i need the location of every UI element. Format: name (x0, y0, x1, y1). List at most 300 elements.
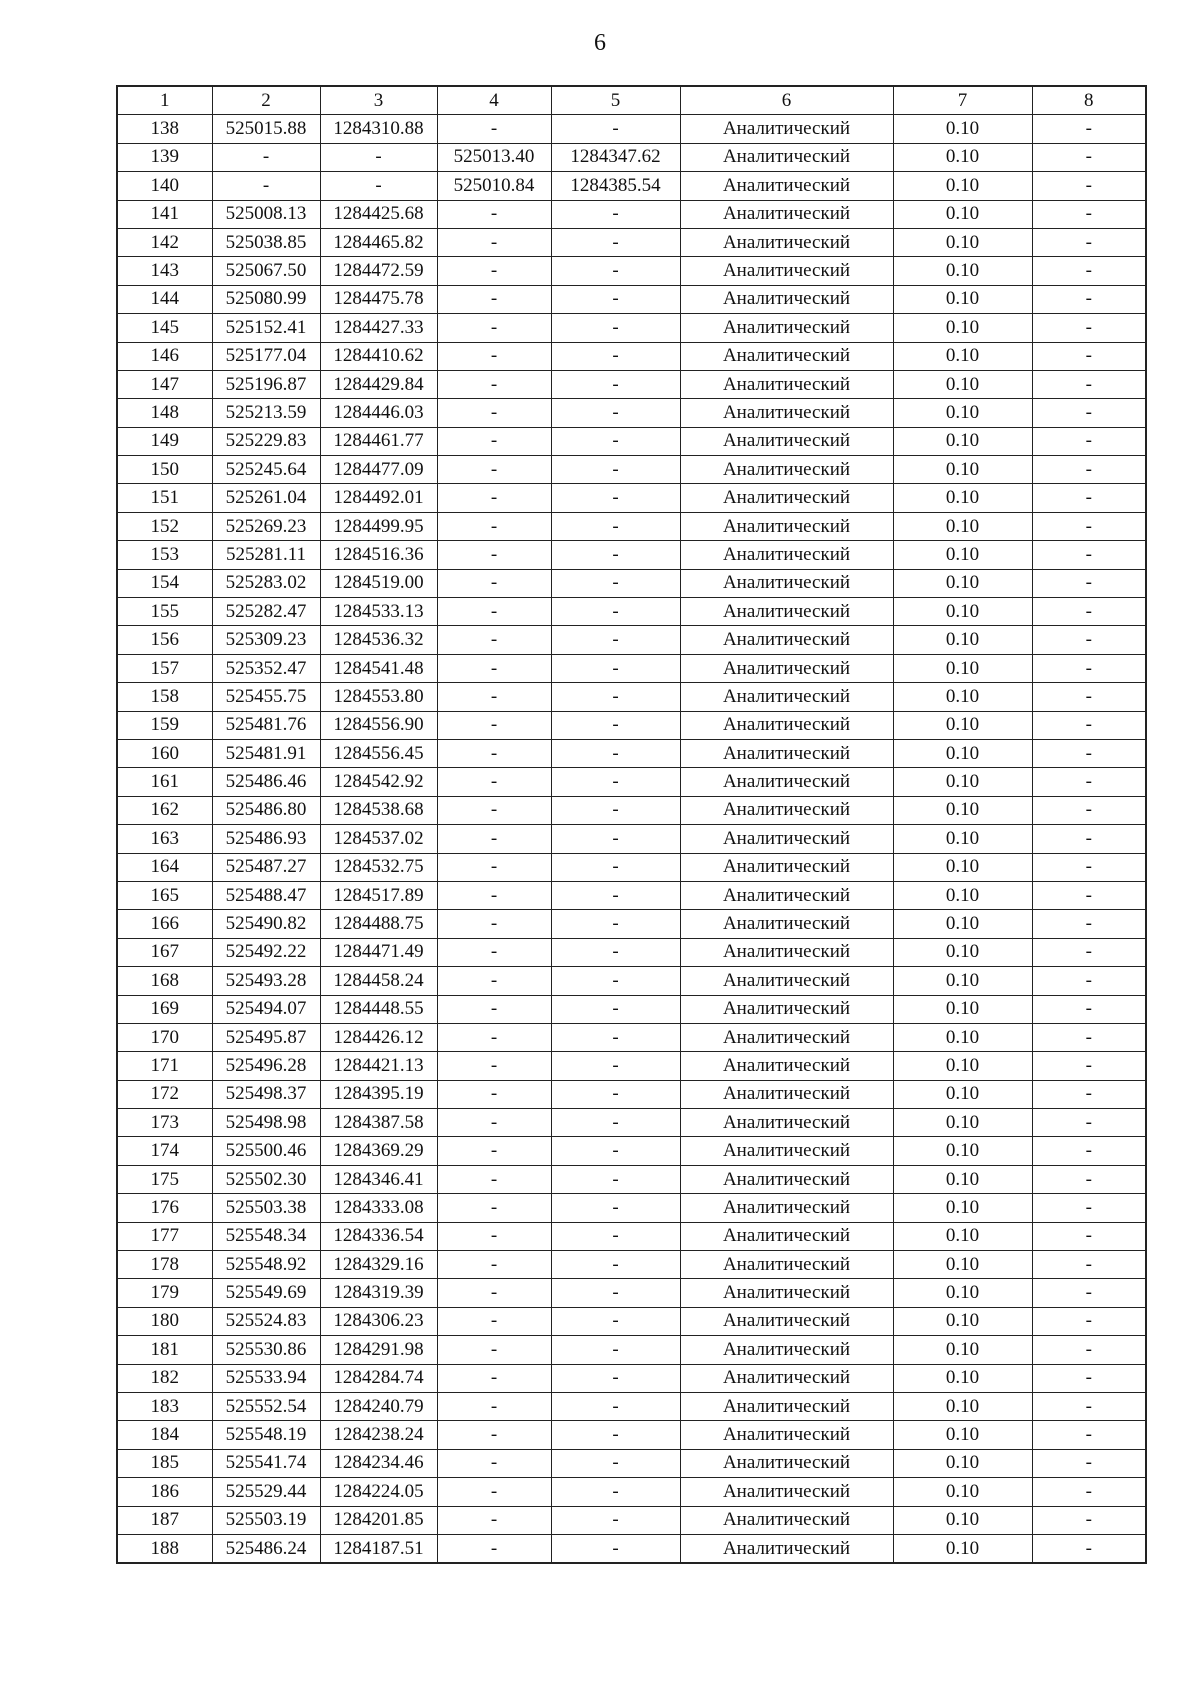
coord-x-new-cell: - (437, 825, 551, 853)
coord-y-cell: 1284446.03 (320, 399, 437, 427)
coord-y-new-cell: 1284347.62 (551, 143, 680, 171)
point-number-cell: 173 (117, 1109, 212, 1137)
point-number-cell: 143 (117, 257, 212, 285)
note-cell: - (1032, 541, 1146, 569)
coord-x-cell: 525352.47 (212, 654, 320, 682)
coord-x-cell: 525488.47 (212, 881, 320, 909)
method-cell: Аналитический (680, 1449, 893, 1477)
method-cell: Аналитический (680, 1534, 893, 1563)
method-cell: Аналитический (680, 1222, 893, 1250)
note-cell: - (1032, 853, 1146, 881)
table-row (117, 1364, 1146, 1392)
coord-y-new-cell: - (551, 910, 680, 938)
coord-x-new-cell: - (437, 1109, 551, 1137)
coord-x-cell: 525486.46 (212, 768, 320, 796)
coord-y-cell: 1284499.95 (320, 512, 437, 540)
coord-x-cell: 525261.04 (212, 484, 320, 512)
coord-y-cell: 1284329.16 (320, 1251, 437, 1279)
note-cell: - (1032, 1307, 1146, 1335)
accuracy-cell: 0.10 (893, 1307, 1032, 1335)
table-row (117, 853, 1146, 881)
coord-x-cell: 525152.41 (212, 314, 320, 342)
accuracy-cell: 0.10 (893, 314, 1032, 342)
coord-x-new-cell: - (437, 739, 551, 767)
coord-x-cell: 525486.24 (212, 1534, 320, 1563)
method-cell: Аналитический (680, 1307, 893, 1335)
coord-x-cell: 525529.44 (212, 1478, 320, 1506)
coord-y-cell: 1284542.92 (320, 768, 437, 796)
coord-y-new-cell: - (551, 1392, 680, 1420)
note-cell: - (1032, 995, 1146, 1023)
point-number-cell: 161 (117, 768, 212, 796)
accuracy-cell: 0.10 (893, 1080, 1032, 1108)
coord-y-cell: 1284427.33 (320, 314, 437, 342)
coord-y-cell: 1284238.24 (320, 1421, 437, 1449)
coord-y-cell: 1284537.02 (320, 825, 437, 853)
coord-y-cell: 1284306.23 (320, 1307, 437, 1335)
coord-x-new-cell: - (437, 1506, 551, 1534)
note-cell: - (1032, 200, 1146, 228)
accuracy-cell: 0.10 (893, 399, 1032, 427)
coord-y-new-cell: - (551, 1478, 680, 1506)
coord-y-new-cell: 1284385.54 (551, 172, 680, 200)
point-number-cell: 149 (117, 427, 212, 455)
coord-x-new-cell: - (437, 1165, 551, 1193)
point-number-cell: 183 (117, 1392, 212, 1420)
coord-y-cell: 1284369.29 (320, 1137, 437, 1165)
coord-x-new-cell: - (437, 1194, 551, 1222)
point-number-cell: 138 (117, 115, 212, 143)
coord-x-cell: 525487.27 (212, 853, 320, 881)
note-cell: - (1032, 427, 1146, 455)
accuracy-cell: 0.10 (893, 1194, 1032, 1222)
coord-x-new-cell: - (437, 228, 551, 256)
accuracy-cell: 0.10 (893, 115, 1032, 143)
coord-y-new-cell: - (551, 1165, 680, 1193)
table-row (117, 285, 1146, 313)
table-row (117, 910, 1146, 938)
accuracy-cell: 0.10 (893, 512, 1032, 540)
accuracy-cell: 0.10 (893, 541, 1032, 569)
coord-y-new-cell: - (551, 1421, 680, 1449)
coord-y-cell: 1284336.54 (320, 1222, 437, 1250)
table-row (117, 768, 1146, 796)
coord-x-new-cell: - (437, 1478, 551, 1506)
accuracy-cell: 0.10 (893, 1392, 1032, 1420)
coord-x-cell: 525309.23 (212, 626, 320, 654)
coord-x-cell: 525281.11 (212, 541, 320, 569)
method-cell: Аналитический (680, 626, 893, 654)
table-row (117, 1421, 1146, 1449)
note-cell: - (1032, 598, 1146, 626)
coord-y-cell: 1284187.51 (320, 1534, 437, 1563)
accuracy-cell: 0.10 (893, 967, 1032, 995)
note-cell: - (1032, 768, 1146, 796)
coord-y-cell: 1284541.48 (320, 654, 437, 682)
point-number-cell: 139 (117, 143, 212, 171)
note-cell: - (1032, 1336, 1146, 1364)
coord-x-cell: 525492.22 (212, 938, 320, 966)
method-cell: Аналитический (680, 342, 893, 370)
coord-y-cell: 1284556.45 (320, 739, 437, 767)
accuracy-cell: 0.10 (893, 598, 1032, 626)
coord-y-cell: 1284517.89 (320, 881, 437, 909)
point-number-cell: 180 (117, 1307, 212, 1335)
coord-x-cell: 525282.47 (212, 598, 320, 626)
method-cell: Аналитический (680, 768, 893, 796)
table-row (117, 569, 1146, 597)
coord-y-cell: 1284465.82 (320, 228, 437, 256)
coord-x-new-cell: - (437, 1307, 551, 1335)
table-header-row (117, 86, 1146, 115)
coord-y-new-cell: - (551, 1052, 680, 1080)
coord-x-new-cell: - (437, 1364, 551, 1392)
point-number-cell: 153 (117, 541, 212, 569)
coord-y-cell: 1284553.80 (320, 683, 437, 711)
coord-x-cell: 525530.86 (212, 1336, 320, 1364)
coord-y-new-cell: - (551, 796, 680, 824)
coord-y-new-cell: - (551, 512, 680, 540)
coord-y-new-cell: - (551, 967, 680, 995)
accuracy-cell: 0.10 (893, 342, 1032, 370)
accuracy-cell: 0.10 (893, 285, 1032, 313)
table-row (117, 1336, 1146, 1364)
note-cell: - (1032, 910, 1146, 938)
coord-y-cell: 1284234.46 (320, 1449, 437, 1477)
coord-x-new-cell: - (437, 1421, 551, 1449)
method-cell: Аналитический (680, 427, 893, 455)
point-number-cell: 171 (117, 1052, 212, 1080)
method-cell: Аналитический (680, 115, 893, 143)
accuracy-cell: 0.10 (893, 1279, 1032, 1307)
coord-x-cell: 525533.94 (212, 1364, 320, 1392)
point-number-cell: 158 (117, 683, 212, 711)
point-number-cell: 154 (117, 569, 212, 597)
coord-y-new-cell: - (551, 1279, 680, 1307)
accuracy-cell: 0.10 (893, 1449, 1032, 1477)
coord-x-new-cell: - (437, 370, 551, 398)
note-cell: - (1032, 938, 1146, 966)
accuracy-cell: 0.10 (893, 1052, 1032, 1080)
table-row (117, 541, 1146, 569)
coord-x-cell: 525269.23 (212, 512, 320, 540)
coord-y-new-cell: - (551, 541, 680, 569)
coord-x-cell: 525229.83 (212, 427, 320, 455)
coord-x-cell: 525455.75 (212, 683, 320, 711)
coord-y-cell: 1284461.77 (320, 427, 437, 455)
table-row (117, 172, 1146, 200)
coord-y-cell: 1284492.01 (320, 484, 437, 512)
coord-x-cell: 525038.85 (212, 228, 320, 256)
coord-y-cell: 1284488.75 (320, 910, 437, 938)
method-cell: Аналитический (680, 910, 893, 938)
point-number-cell: 157 (117, 654, 212, 682)
table-row (117, 512, 1146, 540)
coord-y-new-cell: - (551, 881, 680, 909)
point-number-cell: 175 (117, 1165, 212, 1193)
coord-y-cell: 1284284.74 (320, 1364, 437, 1392)
coord-x-new-cell: - (437, 1279, 551, 1307)
accuracy-cell: 0.10 (893, 1478, 1032, 1506)
table-row (117, 1449, 1146, 1477)
coord-y-new-cell: - (551, 1080, 680, 1108)
coord-x-new-cell: - (437, 654, 551, 682)
coord-x-new-cell: - (437, 598, 551, 626)
table-row (117, 1165, 1146, 1193)
coord-x-cell: 525486.80 (212, 796, 320, 824)
table-row (117, 427, 1146, 455)
accuracy-cell: 0.10 (893, 484, 1032, 512)
method-cell: Аналитический (680, 683, 893, 711)
coord-y-cell: 1284458.24 (320, 967, 437, 995)
note-cell: - (1032, 1449, 1146, 1477)
table-row (117, 314, 1146, 342)
note-cell: - (1032, 115, 1146, 143)
coord-x-new-cell: - (437, 399, 551, 427)
accuracy-cell: 0.10 (893, 654, 1032, 682)
coord-x-new-cell: - (437, 1251, 551, 1279)
coord-y-new-cell: - (551, 711, 680, 739)
coord-y-cell: 1284425.68 (320, 200, 437, 228)
table-row (117, 1251, 1146, 1279)
point-number-cell: 174 (117, 1137, 212, 1165)
method-cell: Аналитический (680, 938, 893, 966)
table-row (117, 1109, 1146, 1137)
accuracy-cell: 0.10 (893, 938, 1032, 966)
method-cell: Аналитический (680, 881, 893, 909)
accuracy-cell: 0.10 (893, 1421, 1032, 1449)
method-cell: Аналитический (680, 598, 893, 626)
table-row (117, 1222, 1146, 1250)
point-number-cell: 152 (117, 512, 212, 540)
coord-y-cell: 1284538.68 (320, 796, 437, 824)
note-cell: - (1032, 683, 1146, 711)
table-row (117, 1080, 1146, 1108)
table-row (117, 967, 1146, 995)
point-number-cell: 187 (117, 1506, 212, 1534)
note-cell: - (1032, 399, 1146, 427)
table-row (117, 683, 1146, 711)
method-cell: Аналитический (680, 1080, 893, 1108)
coord-y-new-cell: - (551, 1222, 680, 1250)
method-cell: Аналитический (680, 200, 893, 228)
point-number-cell: 188 (117, 1534, 212, 1563)
accuracy-cell: 0.10 (893, 427, 1032, 455)
accuracy-cell: 0.10 (893, 257, 1032, 285)
coord-y-cell: 1284472.59 (320, 257, 437, 285)
coord-x-cell: 525494.07 (212, 995, 320, 1023)
coord-y-new-cell: - (551, 739, 680, 767)
method-cell: Аналитический (680, 172, 893, 200)
point-number-cell: 151 (117, 484, 212, 512)
accuracy-cell: 0.10 (893, 143, 1032, 171)
coord-x-new-cell: - (437, 1449, 551, 1477)
coord-x-new-cell: - (437, 569, 551, 597)
note-cell: - (1032, 1194, 1146, 1222)
coord-x-cell: 525498.98 (212, 1109, 320, 1137)
coord-x-cell: 525500.46 (212, 1137, 320, 1165)
point-number-cell: 156 (117, 626, 212, 654)
coord-y-new-cell: - (551, 1137, 680, 1165)
table-row (117, 995, 1146, 1023)
coord-y-cell: - (320, 172, 437, 200)
table-row (117, 228, 1146, 256)
accuracy-cell: 0.10 (893, 1109, 1032, 1137)
coord-y-cell: 1284532.75 (320, 853, 437, 881)
coord-y-new-cell: - (551, 1364, 680, 1392)
method-cell: Аналитический (680, 541, 893, 569)
coord-y-new-cell: - (551, 115, 680, 143)
accuracy-cell: 0.10 (893, 796, 1032, 824)
coord-x-new-cell: 525013.40 (437, 143, 551, 171)
coord-y-new-cell: - (551, 825, 680, 853)
table-row (117, 1392, 1146, 1420)
coord-y-new-cell: - (551, 1251, 680, 1279)
column-header: 5 (551, 86, 680, 115)
coord-x-new-cell: - (437, 995, 551, 1023)
coord-x-cell: 525283.02 (212, 569, 320, 597)
coord-y-new-cell: - (551, 342, 680, 370)
coord-x-new-cell: - (437, 768, 551, 796)
coord-x-new-cell: - (437, 683, 551, 711)
point-number-cell: 148 (117, 399, 212, 427)
coord-x-new-cell: - (437, 853, 551, 881)
method-cell: Аналитический (680, 1165, 893, 1193)
note-cell: - (1032, 1279, 1146, 1307)
note-cell: - (1032, 285, 1146, 313)
method-cell: Аналитический (680, 967, 893, 995)
table-row (117, 1279, 1146, 1307)
coord-x-new-cell: - (437, 257, 551, 285)
accuracy-cell: 0.10 (893, 995, 1032, 1023)
point-number-cell: 163 (117, 825, 212, 853)
coord-y-new-cell: - (551, 1307, 680, 1335)
coord-x-cell: 525496.28 (212, 1052, 320, 1080)
coord-y-cell: 1284224.05 (320, 1478, 437, 1506)
note-cell: - (1032, 739, 1146, 767)
method-cell: Аналитический (680, 512, 893, 540)
coord-y-cell: 1284387.58 (320, 1109, 437, 1137)
accuracy-cell: 0.10 (893, 1506, 1032, 1534)
table-row (117, 881, 1146, 909)
method-cell: Аналитический (680, 1109, 893, 1137)
method-cell: Аналитический (680, 399, 893, 427)
method-cell: Аналитический (680, 825, 893, 853)
note-cell: - (1032, 1251, 1146, 1279)
point-number-cell: 185 (117, 1449, 212, 1477)
point-number-cell: 160 (117, 739, 212, 767)
coord-y-cell: 1284471.49 (320, 938, 437, 966)
point-number-cell: 146 (117, 342, 212, 370)
coord-y-new-cell: - (551, 1023, 680, 1051)
point-number-cell: 169 (117, 995, 212, 1023)
table-row (117, 1023, 1146, 1051)
accuracy-cell: 0.10 (893, 1251, 1032, 1279)
point-number-cell: 150 (117, 456, 212, 484)
coord-x-new-cell: - (437, 484, 551, 512)
point-number-cell: 162 (117, 796, 212, 824)
coord-x-new-cell: - (437, 456, 551, 484)
point-number-cell: 140 (117, 172, 212, 200)
coord-x-cell: 525177.04 (212, 342, 320, 370)
method-cell: Аналитический (680, 1364, 893, 1392)
coord-x-new-cell: - (437, 314, 551, 342)
coord-x-cell: 525498.37 (212, 1080, 320, 1108)
coord-y-new-cell: - (551, 683, 680, 711)
note-cell: - (1032, 881, 1146, 909)
coord-y-new-cell: - (551, 1506, 680, 1534)
table-row (117, 399, 1146, 427)
method-cell: Аналитический (680, 796, 893, 824)
method-cell: Аналитический (680, 995, 893, 1023)
note-cell: - (1032, 1534, 1146, 1563)
coord-x-new-cell: - (437, 1023, 551, 1051)
coord-x-new-cell: - (437, 1080, 551, 1108)
point-number-cell: 142 (117, 228, 212, 256)
method-cell: Аналитический (680, 1194, 893, 1222)
accuracy-cell: 0.10 (893, 711, 1032, 739)
table-row (117, 456, 1146, 484)
column-header: 2 (212, 86, 320, 115)
coord-y-cell: 1284426.12 (320, 1023, 437, 1051)
point-number-cell: 181 (117, 1336, 212, 1364)
coord-x-cell: 525490.82 (212, 910, 320, 938)
coord-x-new-cell: - (437, 285, 551, 313)
coord-x-cell: 525481.76 (212, 711, 320, 739)
coord-x-cell: 525549.69 (212, 1279, 320, 1307)
note-cell: - (1032, 569, 1146, 597)
accuracy-cell: 0.10 (893, 172, 1032, 200)
coord-y-cell: 1284448.55 (320, 995, 437, 1023)
accuracy-cell: 0.10 (893, 370, 1032, 398)
accuracy-cell: 0.10 (893, 683, 1032, 711)
coord-y-cell: 1284421.13 (320, 1052, 437, 1080)
coord-x-cell: 525486.93 (212, 825, 320, 853)
coord-y-new-cell: - (551, 598, 680, 626)
note-cell: - (1032, 1023, 1146, 1051)
method-cell: Аналитический (680, 654, 893, 682)
point-number-cell: 141 (117, 200, 212, 228)
note-cell: - (1032, 342, 1146, 370)
coord-x-new-cell: - (437, 342, 551, 370)
method-cell: Аналитический (680, 711, 893, 739)
method-cell: Аналитический (680, 1506, 893, 1534)
method-cell: Аналитический (680, 1052, 893, 1080)
point-number-cell: 182 (117, 1364, 212, 1392)
table-row (117, 1478, 1146, 1506)
coord-x-new-cell: - (437, 626, 551, 654)
coord-y-cell: 1284201.85 (320, 1506, 437, 1534)
method-cell: Аналитический (680, 370, 893, 398)
accuracy-cell: 0.10 (893, 853, 1032, 881)
method-cell: Аналитический (680, 1251, 893, 1279)
note-cell: - (1032, 1506, 1146, 1534)
column-header: 6 (680, 86, 893, 115)
note-cell: - (1032, 257, 1146, 285)
point-number-cell: 178 (117, 1251, 212, 1279)
coord-x-cell: 525495.87 (212, 1023, 320, 1051)
coord-x-new-cell: - (437, 115, 551, 143)
note-cell: - (1032, 1421, 1146, 1449)
note-cell: - (1032, 711, 1146, 739)
method-cell: Аналитический (680, 569, 893, 597)
note-cell: - (1032, 314, 1146, 342)
note-cell: - (1032, 796, 1146, 824)
accuracy-cell: 0.10 (893, 910, 1032, 938)
coord-x-cell: 525552.54 (212, 1392, 320, 1420)
table-row (117, 1307, 1146, 1335)
note-cell: - (1032, 1109, 1146, 1137)
